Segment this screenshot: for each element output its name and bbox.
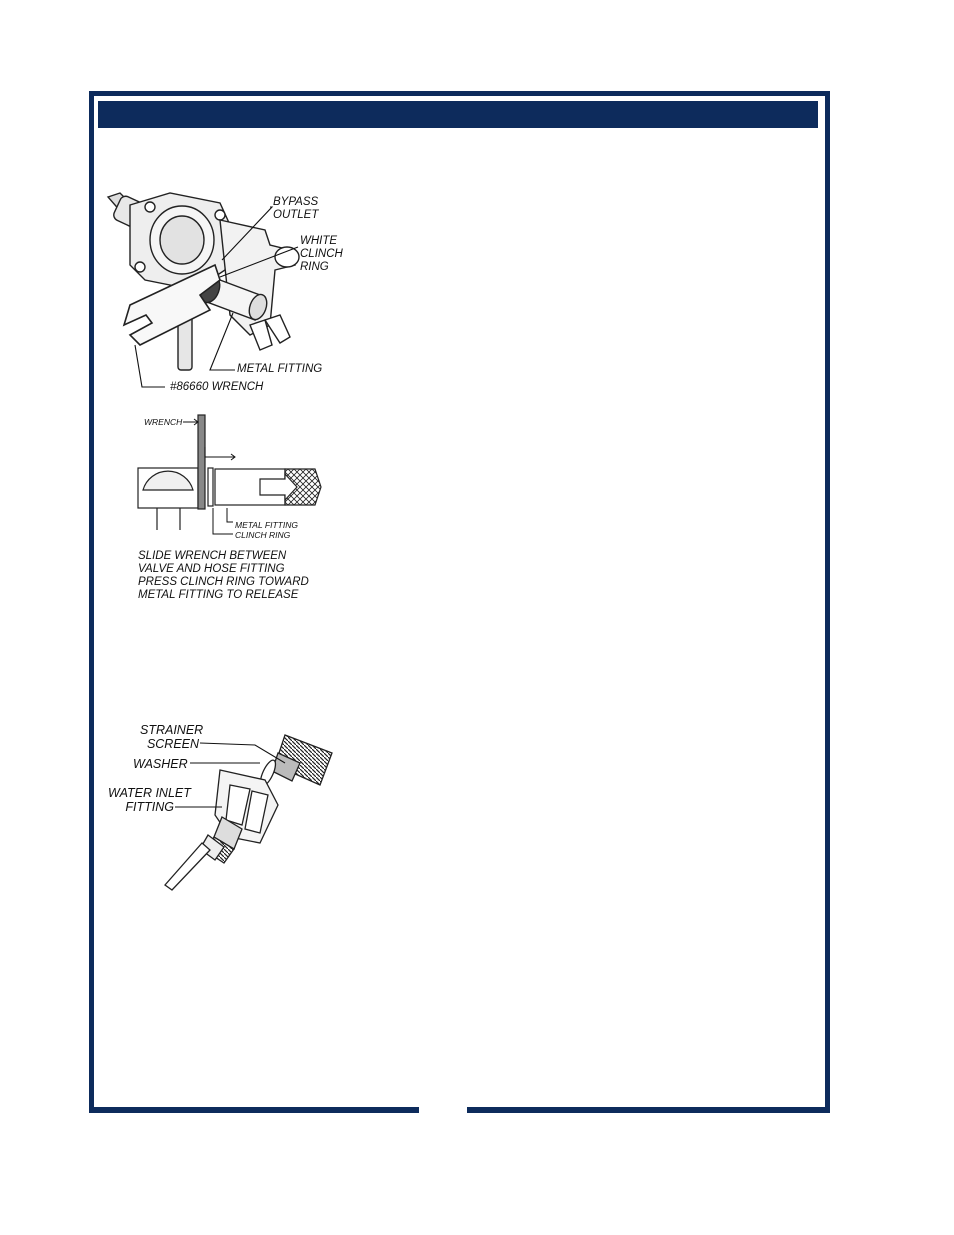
page-frame-top [89,91,830,96]
label-bypass-outlet: BYPASS OUTLET [273,196,319,221]
label-wrench: WRENCH [144,417,183,427]
label-wrench-part-number: #86660 WRENCH [170,381,264,393]
label-strainer-screen: STRAINER SCREEN [140,723,204,751]
page-frame-bottom-left [89,1107,419,1113]
label-water-inlet-fitting: WATER INLET FITTING [108,786,191,814]
release-instructions: SLIDE WRENCH BETWEEN VALVE AND HOSE FITTING PRESS CLINCH RING TOWARD METAL FITTING TO RELEASE [138,550,309,601]
section-header-bar [98,101,818,128]
page-frame-bottom-right [467,1107,830,1113]
label-washer: WASHER [133,757,188,771]
label-white-clinch-ring: WHITE CLINCH RING [300,235,343,273]
label-metal-fitting: METAL FITTING [237,363,323,375]
label-metal-fitting-small: METAL FITTING [235,520,298,530]
page-frame-left [89,91,94,1113]
page-frame-right [825,91,830,1113]
label-clinch-ring: CLINCH RING [235,530,291,540]
